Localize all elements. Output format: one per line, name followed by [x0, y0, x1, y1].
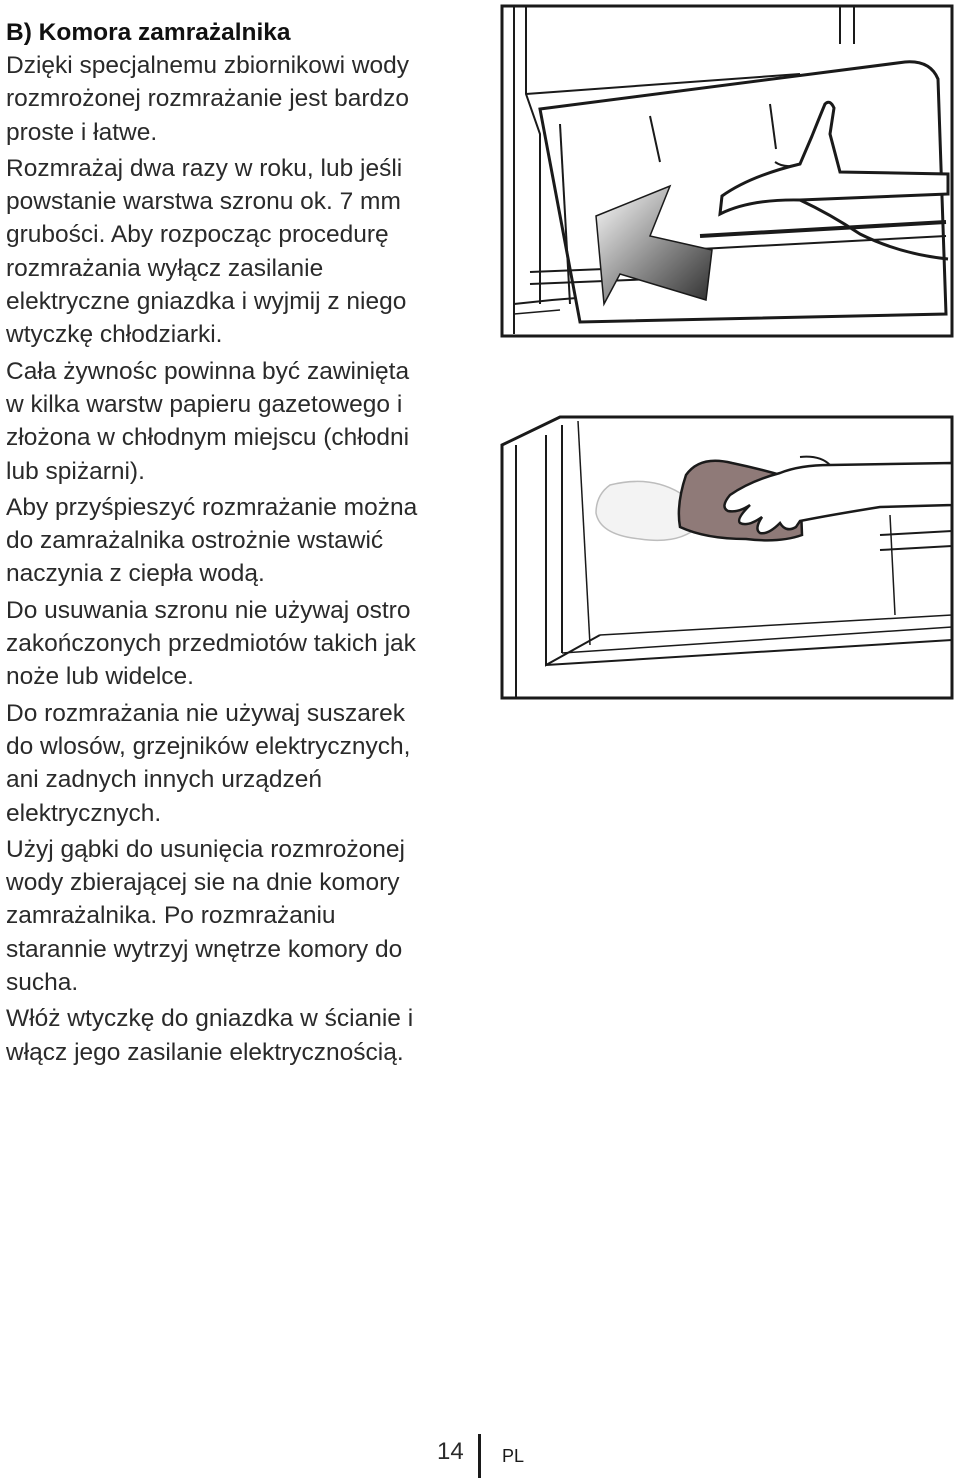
paragraph-4	[6, 491, 486, 591]
text-line: lub spiżarni).	[6, 457, 145, 485]
paragraph-8	[6, 1002, 486, 1069]
footer-divider	[478, 1434, 481, 1478]
text-line: sucha.	[6, 969, 79, 997]
text-column	[6, 16, 486, 1072]
text-line: elektrycznych.	[6, 799, 162, 827]
text-line: złożona w chłodnym miejscu (chłodni	[6, 424, 410, 452]
text-line: Do rozmrażania nie używaj suszarek	[6, 699, 405, 727]
text-line: Rozmrażaj dwa razy w roku, lub jeśli	[6, 154, 403, 182]
text-line: grubości. Aby rozpocząc procedurę	[6, 221, 389, 249]
text-line: elektryczne gniazdka i wyjmij z niego	[6, 288, 407, 316]
text-line: Włóż wtyczkę do gniazdka w ścianie i	[6, 1005, 414, 1033]
text-line: starannie wytrzyj wnętrze komory do	[6, 935, 403, 963]
page-number: 14	[437, 1438, 464, 1465]
text-line: do zamrażalnika ostrożnie wstawić	[6, 527, 384, 555]
paragraph-5	[6, 594, 486, 694]
text-line: rozmrożonej rozmrażanie jest bardzo	[6, 85, 410, 113]
text-line: noże lub widelce.	[6, 663, 194, 691]
text-line: ani zadnych innych urządzeń	[6, 766, 322, 794]
language-code: PL	[502, 1446, 525, 1466]
text-line: w kilka warstw papieru gazetowego i	[6, 390, 403, 418]
text-line: rozmrażania wyłącz zasilanie	[6, 254, 324, 282]
hand-wiping-with-sponge-illustration	[500, 415, 954, 700]
hand-pulling-water-tray-illustration	[500, 4, 954, 338]
text-line: powstanie warstwa szronu ok. 7 mm	[6, 188, 401, 216]
text-line: włącz jego zasilanie elektrycznością.	[6, 1038, 404, 1066]
paragraph-1	[6, 49, 486, 149]
section-heading: B) Komora zamrażalnika	[6, 19, 291, 46]
paragraph-2	[6, 152, 486, 352]
paragraph-7	[6, 833, 486, 999]
text-line: wtyczkę chłodziarki.	[6, 321, 223, 349]
text-line: zakończonych przedmiotów takich jak	[6, 630, 416, 658]
paragraph-6	[6, 697, 486, 830]
water-tray-drawing	[500, 4, 954, 338]
text-line: do wlosów, grzejników elektrycznych,	[6, 732, 411, 760]
text-line: Użyj gąbki do usunięcia rozmrożonej	[6, 835, 405, 863]
text-line: wody zbierającej sie na dnie komory	[6, 869, 400, 897]
text-line: Dzięki specjalnemu zbiornikowi wody	[6, 52, 410, 79]
sponge-wiping-drawing	[500, 415, 954, 700]
text-line: Cała żywnośc powinna być zawinięta	[6, 357, 410, 385]
text-line: naczynia z ciepła wodą.	[6, 560, 265, 588]
text-line: zamrażalnika. Po rozmrażaniu	[6, 902, 336, 930]
text-line: Do usuwania szronu nie używaj ostro	[6, 596, 411, 624]
text-line: proste i łatwe.	[6, 118, 158, 146]
paragraph-3	[6, 355, 486, 488]
text-line: Aby przyśpieszyć rozmrażanie można	[6, 493, 418, 521]
